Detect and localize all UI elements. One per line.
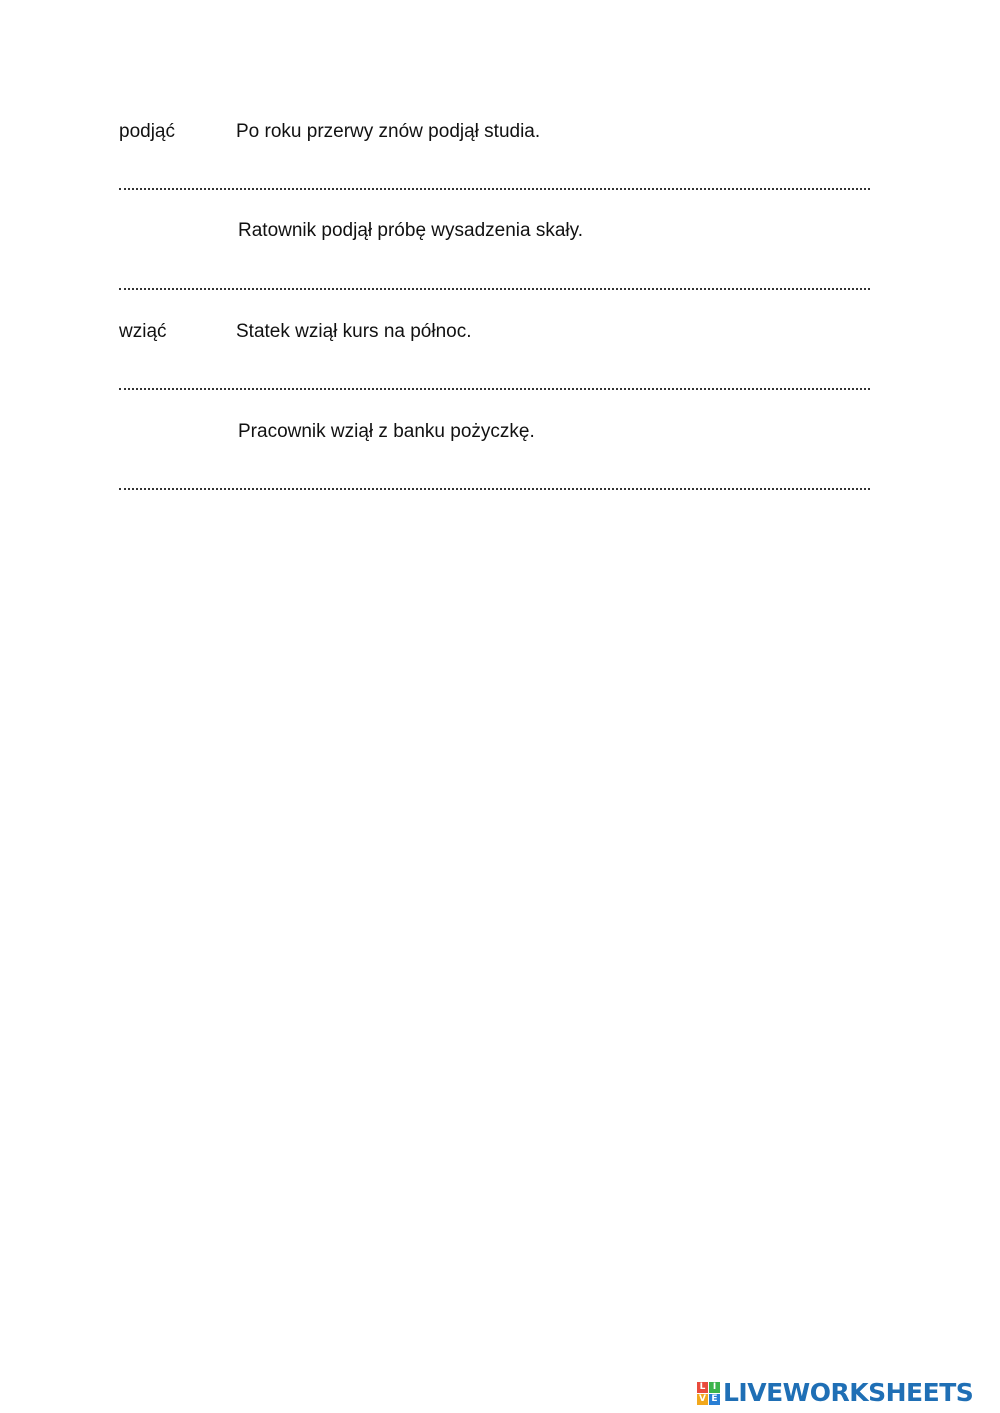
logo-mark-tile: V (697, 1394, 708, 1405)
logo-mark-tile: I (709, 1382, 720, 1393)
logo-mark-tile: L (697, 1382, 708, 1393)
vocabulary-word: podjąć (119, 121, 175, 142)
example-sentence: Pracownik wziął z banku pożyczkę. (238, 421, 535, 442)
exercise-row (0, 420, 1000, 450)
logo-mark-tile: E (709, 1394, 720, 1405)
vocabulary-word: wziąć (119, 321, 167, 342)
example-sentence: Statek wziął kurs na północ. (236, 321, 472, 342)
answer-input[interactable] (119, 364, 870, 390)
answer-input[interactable] (119, 264, 870, 290)
answer-input[interactable] (119, 164, 870, 190)
example-sentence: Ratownik podjął próbę wysadzenia skały. (238, 220, 583, 241)
example-sentence: Po roku przerwy znów podjął studia. (236, 121, 541, 142)
liveworksheets-logo-icon (697, 1382, 720, 1405)
exercise-row (0, 120, 1000, 150)
liveworksheets-logo (697, 1380, 973, 1406)
logo-text: LIVEWORKSHEETS (723, 1378, 974, 1407)
answer-input[interactable] (119, 464, 870, 490)
exercise-row (0, 219, 1000, 249)
exercise-row (0, 320, 1000, 350)
